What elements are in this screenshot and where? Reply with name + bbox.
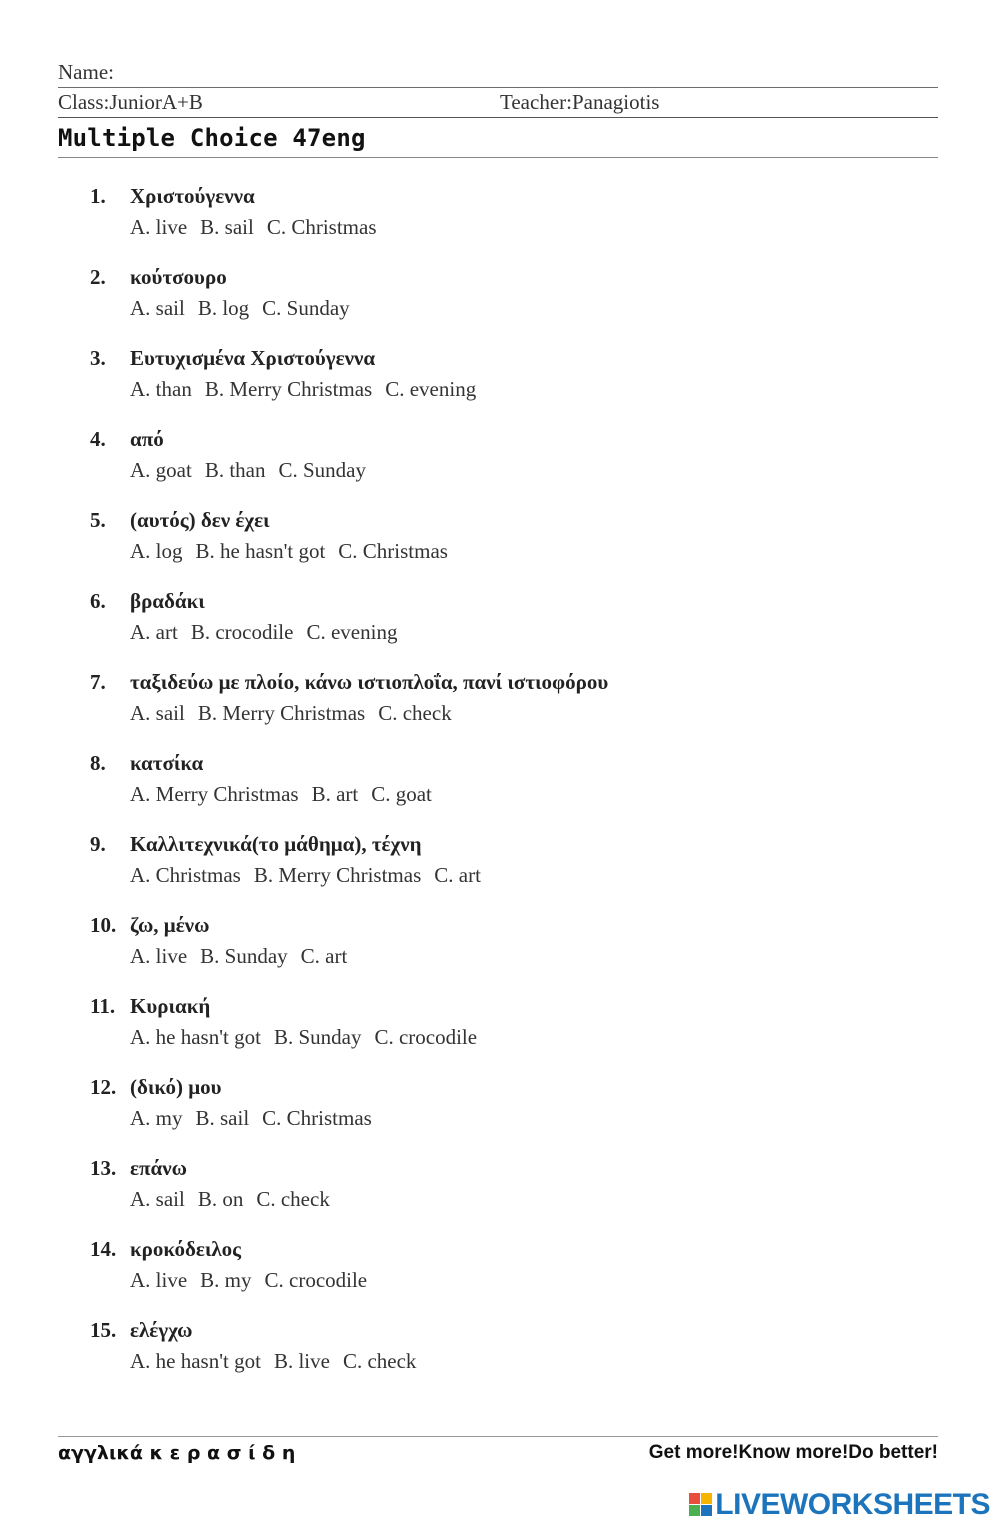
question-number: 13. [90, 1156, 117, 1180]
question-prompt: βραδάκι [130, 589, 205, 613]
answer-option[interactable]: A. he hasn't got [130, 1349, 261, 1373]
answer-option[interactable]: C. goat [371, 782, 432, 806]
answer-option[interactable]: B. art [311, 782, 359, 806]
answer-option[interactable]: B. sail [200, 215, 254, 239]
answer-option[interactable]: A. sail [130, 701, 185, 725]
answer-option[interactable]: C. crocodile [374, 1025, 478, 1049]
answer-options [130, 701, 465, 726]
question-prompt: ταξιδεύω με πλοίο, κάνω ιστιοπλοΐα, πανί ιστιοφόρου [130, 670, 609, 694]
answer-options [130, 1268, 380, 1293]
question-number: 14. [90, 1237, 117, 1261]
answer-option[interactable]: B. log [197, 296, 250, 320]
question-prompt: κατσίκα [130, 751, 204, 775]
answer-options [130, 944, 360, 969]
answer-option[interactable]: C. Sunday [278, 458, 367, 482]
answer-option[interactable]: A. my [130, 1106, 183, 1130]
question-item [90, 1237, 950, 1318]
footer-left-text: αγγλικά κ ε ρ α σ ί δ η [58, 1442, 296, 1464]
answer-option[interactable]: C. crocodile [264, 1268, 368, 1292]
brand-watermark[interactable] [689, 1488, 990, 1522]
answer-option[interactable]: B. Sunday [200, 944, 288, 968]
question-prompt: (αυτός) δεν έχει [130, 508, 270, 532]
page-title: Multiple Choice 47eng [58, 124, 366, 152]
question-number: 11. [90, 994, 116, 1018]
question-number: 3. [90, 346, 106, 370]
answer-option[interactable]: A. sail [130, 1187, 185, 1211]
answer-option[interactable]: B. on [197, 1187, 244, 1211]
answer-options [130, 296, 363, 321]
answer-options [130, 1349, 429, 1374]
question-prompt: Ευτυχισμένα Χριστούγεννα [130, 346, 376, 370]
question-item [90, 1156, 950, 1237]
question-item [90, 670, 950, 751]
answer-option[interactable]: B. crocodile [190, 620, 294, 644]
question-number: 12. [90, 1075, 117, 1099]
answer-option[interactable]: A. log [130, 539, 183, 563]
answer-option[interactable]: B. he hasn't got [195, 539, 326, 563]
answer-option[interactable]: A. live [130, 1268, 188, 1292]
answer-options [130, 782, 445, 807]
question-prompt: επάνω [130, 1156, 187, 1180]
answer-option[interactable]: C. check [378, 701, 452, 725]
question-item [90, 427, 950, 508]
question-number: 2. [90, 265, 106, 289]
answer-option[interactable]: C. Sunday [262, 296, 350, 320]
answer-option[interactable]: C. art [434, 863, 481, 887]
answer-option[interactable]: B. than [204, 458, 266, 482]
answer-options [130, 539, 461, 564]
answer-option[interactable]: B. Merry Christmas [253, 863, 422, 887]
answer-option[interactable]: B. live [273, 1349, 330, 1373]
answer-option[interactable]: A. he hasn't got [130, 1025, 261, 1049]
question-number: 7. [90, 670, 106, 694]
question-item [90, 346, 950, 427]
answer-option[interactable]: C. check [342, 1349, 417, 1373]
question-prompt: κροκόδειλος [130, 1237, 242, 1261]
answer-options [130, 1025, 490, 1050]
question-item [90, 589, 950, 670]
answer-option[interactable]: C. evening [385, 377, 477, 401]
question-prompt: (δικό) μου [130, 1075, 222, 1099]
question-prompt: ελέγχω [130, 1318, 193, 1342]
name-label: Name: [58, 60, 114, 84]
question-number: 9. [90, 832, 106, 856]
header-divider-1 [58, 87, 938, 88]
answer-option[interactable]: A. art [130, 620, 178, 644]
answer-options [130, 1187, 343, 1212]
header-divider-2 [58, 117, 938, 118]
brand-name: LIVEWORKSHEETS [715, 1488, 990, 1521]
answer-option[interactable]: C. Christmas [266, 215, 377, 239]
question-number: 4. [90, 427, 106, 451]
question-number: 8. [90, 751, 106, 775]
question-prompt: Χριστούγεννα [130, 184, 255, 208]
question-item [90, 913, 950, 994]
question-item [90, 508, 950, 589]
question-item [90, 1075, 950, 1156]
answer-option[interactable]: A. goat [130, 458, 192, 482]
title-divider [58, 157, 938, 158]
answer-option[interactable]: C. Christmas [338, 539, 448, 563]
answer-options [130, 458, 379, 483]
question-item [90, 832, 950, 913]
answer-option[interactable]: B. Merry Christmas [204, 377, 373, 401]
answer-options [130, 1106, 385, 1131]
answer-option[interactable]: B. my [200, 1268, 252, 1292]
answer-option[interactable]: C. check [256, 1187, 330, 1211]
liveworksheets-logo-icon [689, 1493, 713, 1517]
footer-slogan: Get more!Know more!Do better! [648, 1442, 938, 1463]
question-prompt: Κυριακή [130, 994, 211, 1018]
answer-option[interactable]: A. sail [130, 296, 185, 320]
question-item [90, 751, 950, 832]
question-prompt: ζω, μένω [130, 913, 210, 937]
question-prompt: από [130, 427, 164, 451]
answer-option[interactable]: B. sail [195, 1106, 250, 1130]
answer-option[interactable]: B. Merry Christmas [197, 701, 366, 725]
question-number: 10. [90, 913, 117, 937]
question-item [90, 1318, 950, 1399]
answer-option[interactable]: C. art [300, 944, 348, 968]
question-prompt: κούτσουρο [130, 265, 227, 289]
answer-option[interactable]: A. live [130, 215, 188, 239]
question-prompt: Καλλιτεχνικά(το μάθημα), τέχνη [130, 832, 422, 856]
answer-option[interactable]: A. Christmas [130, 863, 241, 887]
teacher-label: Teacher:Panagiotis [500, 90, 660, 114]
answer-option[interactable]: A. than [130, 377, 192, 401]
question-item [90, 994, 950, 1075]
answer-option[interactable]: A. Merry Christmas [130, 782, 299, 806]
question-number: 6. [90, 589, 106, 613]
answer-options [130, 377, 489, 402]
answer-options [130, 863, 494, 888]
answer-option[interactable]: A. live [130, 944, 188, 968]
answer-option[interactable]: C. evening [306, 620, 398, 644]
question-number: 1. [90, 184, 106, 208]
question-item [90, 265, 950, 346]
answer-options [130, 215, 390, 240]
class-label: Class:JuniorA+B [58, 90, 203, 114]
answer-options [130, 620, 410, 645]
answer-option[interactable]: C. Christmas [262, 1106, 372, 1130]
question-number: 15. [90, 1318, 117, 1342]
footer-divider [58, 1436, 938, 1437]
question-list [90, 184, 950, 1399]
question-number: 5. [90, 508, 106, 532]
question-item [90, 184, 950, 265]
answer-option[interactable]: B. Sunday [273, 1025, 362, 1049]
